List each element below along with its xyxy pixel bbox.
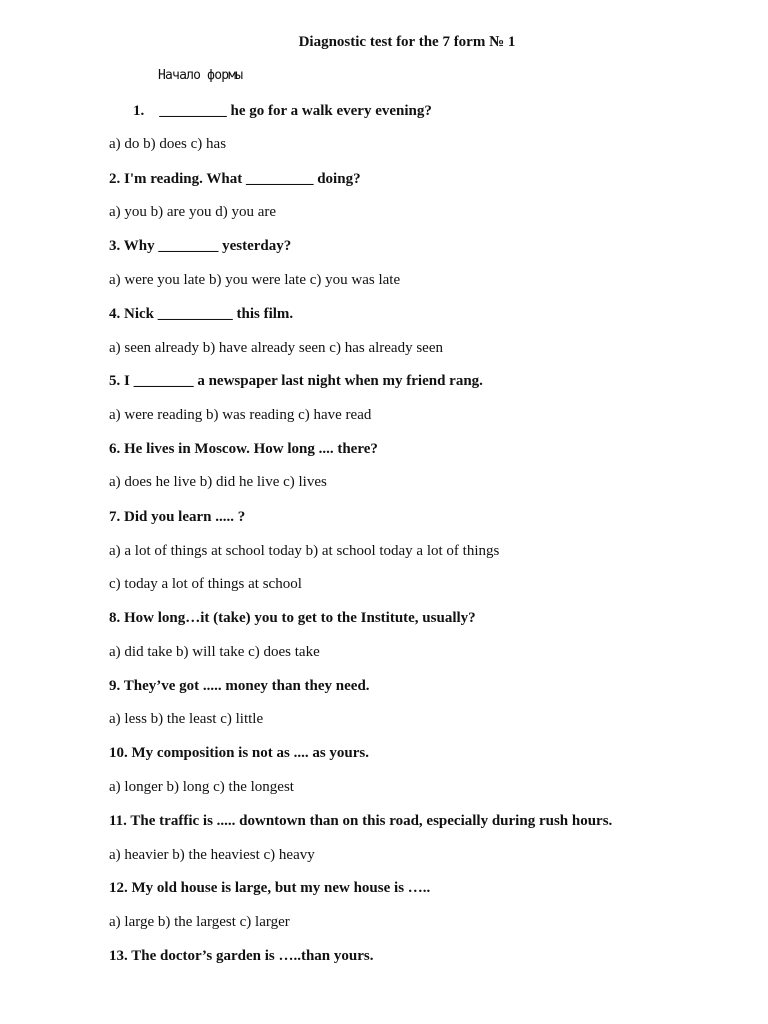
question-text: He lives in Moscow. How long .... there? xyxy=(124,441,378,457)
answer-options-5: a) were reading b) was reading c) have read xyxy=(109,407,372,423)
question-number: 4. xyxy=(109,306,121,322)
question-text: The doctor’s garden is …..than yours. xyxy=(131,948,374,964)
question-number: 12. xyxy=(109,880,128,896)
answer-options-1: a) do b) does c) has xyxy=(109,136,227,152)
question-text: How long…it (take) you to get to the Institute, usually? xyxy=(124,610,476,626)
question-4 xyxy=(109,305,293,323)
question-9 xyxy=(109,677,370,695)
question-text: Nick __________ this film. xyxy=(124,306,294,322)
question-number: 2. xyxy=(109,171,121,187)
answer-options-10: a) longer b) long c) the longest xyxy=(109,779,294,795)
question-8 xyxy=(109,609,476,627)
question-number: 3. xyxy=(109,238,121,254)
question-text: Did you learn ..... ? xyxy=(124,509,246,525)
answer-options-12: a) large b) the largest c) larger xyxy=(109,914,290,930)
question-text: Why ________ yesterday? xyxy=(123,238,292,254)
question-10 xyxy=(109,744,369,762)
page-title: Diagnostic test for the 7 form № 1 xyxy=(298,34,516,50)
question-number: 1. xyxy=(133,103,145,119)
answer-options-6: a) does he live b) did he live c) lives xyxy=(109,474,327,490)
answer-options-7b: c) today a lot of things at school xyxy=(109,576,302,592)
answer-options-9: a) less b) the least c) little xyxy=(109,711,264,727)
question-6 xyxy=(109,440,378,458)
question-number: 6. xyxy=(109,441,121,457)
question-text: My composition is not as .... as yours. xyxy=(131,745,370,761)
question-number: 8. xyxy=(109,610,121,626)
answer-options-4: a) seen already b) have already seen c) has already seen xyxy=(109,340,443,356)
question-text: They’ve got ..... money than they need. xyxy=(123,678,370,694)
question-12 xyxy=(109,879,430,897)
question-11 xyxy=(109,812,612,830)
answer-options-7a: a) a lot of things at school today b) at school today a lot of things xyxy=(109,543,500,559)
question-text: I ________ a newspaper last night when my friend rang. xyxy=(124,373,483,389)
form-start-label: Начало формы xyxy=(158,68,243,83)
question-number: 10. xyxy=(109,745,128,761)
question-text: _________ he go for a walk every evening? xyxy=(159,103,432,119)
answer-options-2: a) you b) are you d) you are xyxy=(109,204,277,220)
question-13 xyxy=(109,947,373,965)
question-text: The traffic is ..... downtown than on this road, especially during rush hours. xyxy=(130,813,613,829)
question-2 xyxy=(109,170,361,188)
question-7 xyxy=(109,508,245,526)
question-text: My old house is large, but my new house is ….. xyxy=(131,880,431,896)
question-number: 11. xyxy=(109,813,127,829)
question-1 xyxy=(133,102,432,120)
question-number: 5. xyxy=(109,373,121,389)
answer-options-8: a) did take b) will take c) does take xyxy=(109,644,320,660)
question-5 xyxy=(109,372,483,390)
question-number: 7. xyxy=(109,509,121,525)
question-text: I'm reading. What _________ doing? xyxy=(124,171,361,187)
question-number: 9. xyxy=(109,678,121,694)
question-number: 13. xyxy=(109,948,128,964)
answer-options-11: a) heavier b) the heaviest c) heavy xyxy=(109,847,315,863)
question-3 xyxy=(109,237,291,255)
answer-options-3: a) were you late b) you were late c) you was late xyxy=(109,272,401,288)
